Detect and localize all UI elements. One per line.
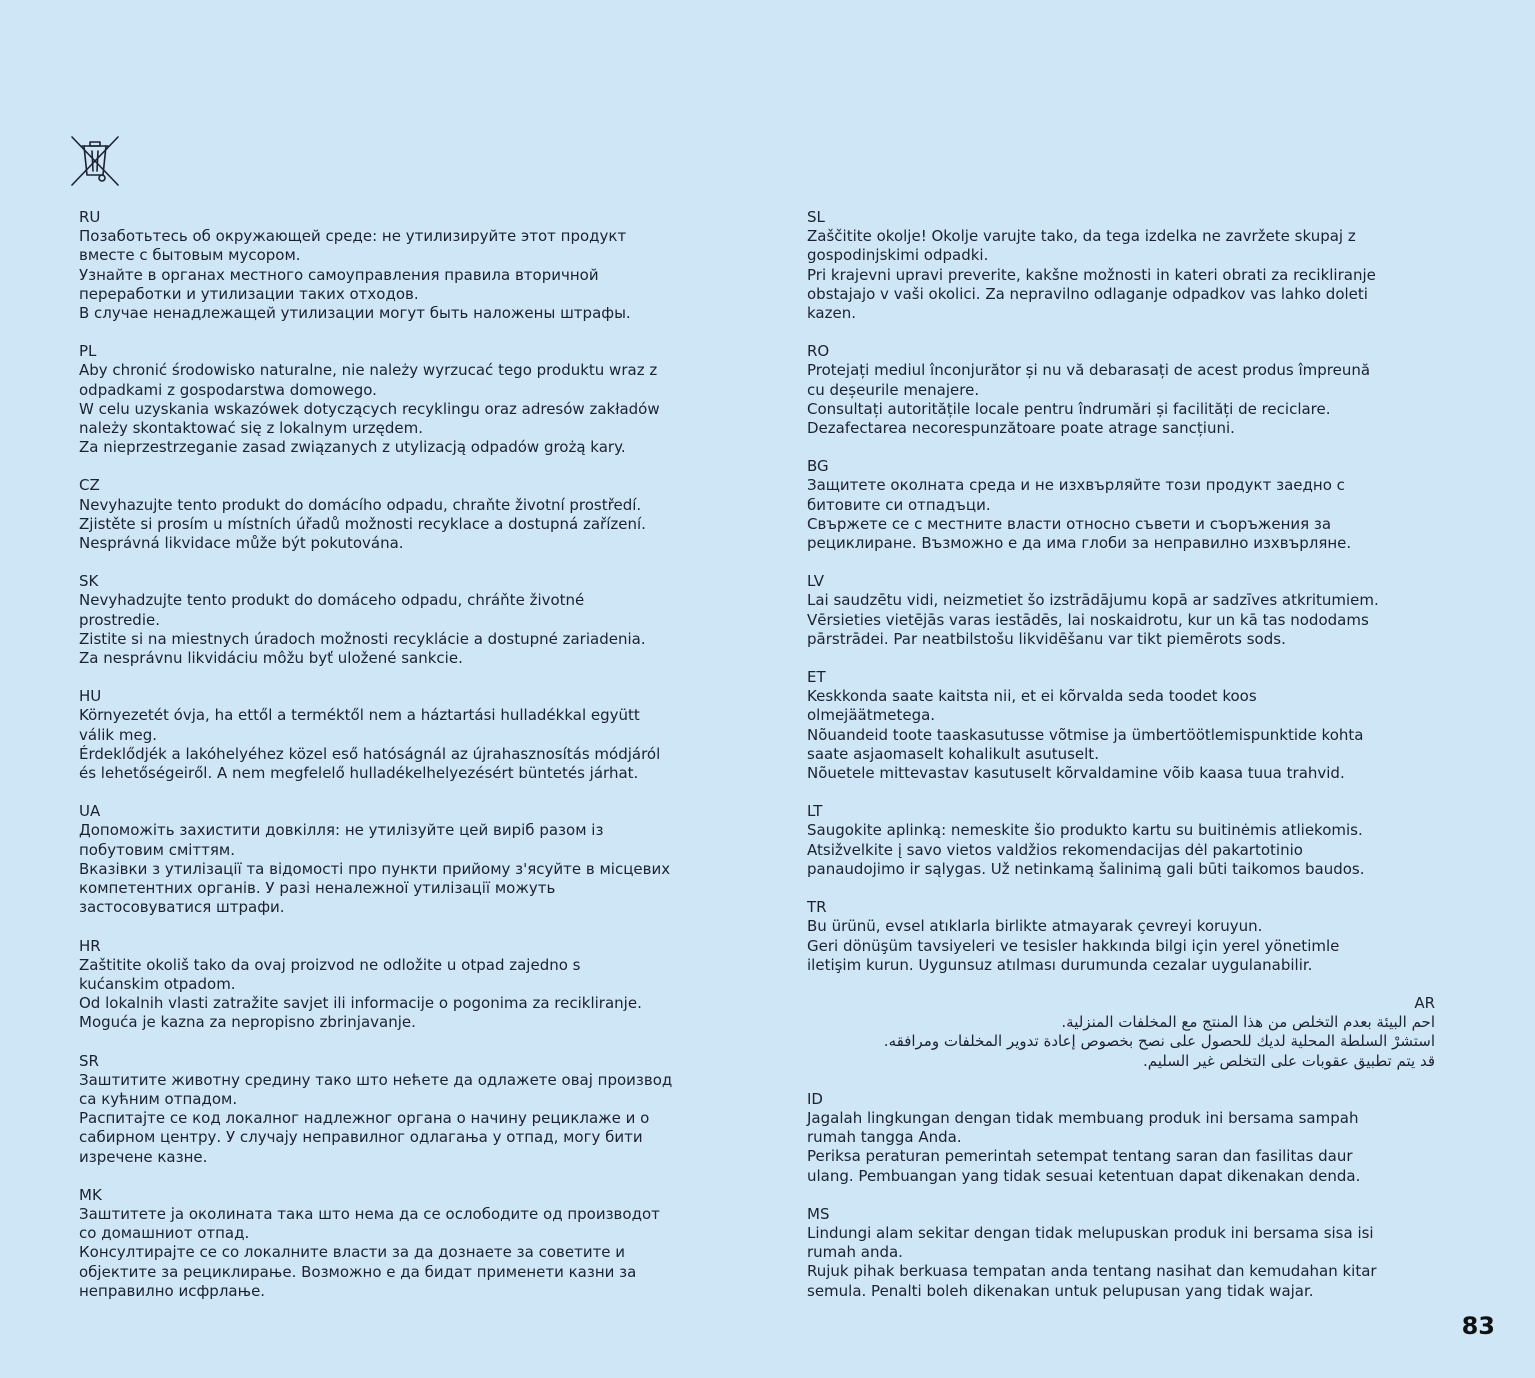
disposal-text: Lai saudzētu vidi, neizmetiet šo izstrādājumu kopā ar sadzīves atkritumiem. Vērsieties vietējās varas iestādēs, lai noskaidrotu, kur un kā tas nododams pārstrādei. Par neatbilstošu likvidēšanu var tikt piemērots sods. xyxy=(807,591,1379,648)
crossed-out-bin-icon xyxy=(70,135,120,187)
disposal-text: Protejați mediul înconjurător și nu vă debarasați de acest produs împreună cu deșeurile menajere. Consultați autoritățile locale pentru îndrumări și facilități de reciclare. Dezafectarea necorespunzătoare poate atrage sancțiuni. xyxy=(807,361,1371,438)
disposal-text: Keskkonda saate kaitsta nii, et ei kõrvalda seda toodet koos olmejäätmetega. Nõuandeid toote taaskasutusse võtmise ja ümbertöötlemispunktide kohta saate asjaomaselt kohalikult asutuselt. Nõuetele mittevastav kasutuselt kõrvaldamine võib kaasa tuua trahvid. xyxy=(807,687,1364,783)
disposal-text: Nevyhazujte tento produkt do domácího odpadu, chraňte životní prostředí. Zjistěte si prosím u místních úřadů možnosti recyklace a dostupná zařízení. Nesprávná likvidace může být pokutována. xyxy=(79,495,646,553)
section-sk xyxy=(79,572,719,668)
language-code: PL xyxy=(79,342,97,361)
section-et xyxy=(807,668,1447,783)
section-sl xyxy=(807,208,1447,323)
section-ms xyxy=(807,1205,1447,1301)
language-code: SK xyxy=(79,572,99,591)
section-sr xyxy=(79,1052,719,1167)
language-code: CZ xyxy=(79,476,100,495)
disposal-text: Jagalah lingkungan dengan tidak membuang produk ini bersama sampah rumah tangga Anda. Periksa peraturan pemerintah setempat tentang saran dan fasilitas daur ulang. Pembuangan yang tidak sesuai ketentuan dapat dikenakan denda. xyxy=(807,1108,1361,1185)
language-code: SR xyxy=(79,1051,99,1070)
disposal-text: Заштитите животну средину тако што нећете да одлажете овај производ са кућним отпадом. Распитајте се код локалног надлежног органа о начину рециклаже и о сабирном центру. У случају неправилног одлагања у отпад, могу бити изречене казне. xyxy=(79,1070,673,1166)
language-code: ID xyxy=(807,1089,823,1108)
language-code: TR xyxy=(807,898,827,917)
section-lt xyxy=(807,802,1447,879)
language-code: HU xyxy=(79,687,102,706)
language-code: BG xyxy=(807,457,829,476)
disposal-text: Nevyhadzujte tento produkt do domáceho odpadu, chráňte životné prostredie. Zistite si na miestnych úradoch možnosti recyklácie a dostupné zariadenia. Za nesprávnu likvidáciu môžu byť uložené sankcie. xyxy=(79,591,646,668)
language-code: LV xyxy=(807,572,824,591)
disposal-text: Saugokite aplinką: nemeskite šio produkto kartu su buitinėmis atliekomis. Atsižvelkite į savo vietos valdžios rekomendacijas dėl pakartotinio panaudojimo ir sąlygas. Už netinkamą šalinimą gali būti taikomos baudos. xyxy=(807,821,1365,878)
language-code: UA xyxy=(79,802,101,821)
section-tr xyxy=(807,898,1447,975)
left-column xyxy=(79,208,719,1301)
section-ru xyxy=(79,208,719,323)
disposal-text: Környezetét óvja, ha ettől a terméktől nem a háztartási hulladékkal együtt válik meg. Érdeklődjék a lakóhelyéhez közel eső hatóságnál az újrahasznosítás módjáról és lehetőségeiről. A nem megfelelő hulladékelhelyezésért büntetés járhat. xyxy=(79,706,661,783)
language-code: HR xyxy=(79,936,101,955)
language-code: ET xyxy=(807,668,826,687)
disposal-text: Lindungi alam sekitar dengan tidak melupuskan produk ini bersama sisa isi rumah anda. Rujuk pihak berkuasa tempatan anda tentang nasihat dan kemudahan kitar semula. Penalti boleh dikenakan untuk pelupusan yang tidak wajar. xyxy=(807,1223,1377,1300)
disposal-text: Aby chronić środowisko naturalne, nie należy wyrzucać tego produktu wraz z odpadkami z gospodarstwa domowego. W celu uzyskania wskazówek dotyczących recyklingu oraz adresów zakładów należy skontaktować się z lokalnym urzędem. Za nieprzestrzeganie zasad związanych z utylizacją odpadów grożą kary. xyxy=(79,361,660,457)
section-bg xyxy=(807,457,1447,553)
disposal-text: Заштитете ја околината така што нема да се ослободите од производот со домашниот отпад. Консултирајте се со локалните власти за да дознаете за советите и објектите за рециклирање. Возможно е да бидат применети казни за неправилно исфрлање. xyxy=(79,1204,660,1300)
page-number: 83 xyxy=(1461,1312,1495,1340)
language-code: LT xyxy=(807,802,823,821)
right-column xyxy=(807,208,1447,1301)
disposal-text: Zaštitite okoliš tako da ovaj proizvod ne odložite u otpad zajedno s kućanskim otpadom. Od lokalnih vlasti zatražite savjet ili informacije o pogonima za recikliranje. Moguća je kazna za nepropisno zbrinjavanje. xyxy=(79,955,642,1032)
section-lv xyxy=(807,572,1447,649)
language-code: RO xyxy=(807,342,830,361)
language-code: MS xyxy=(807,1204,830,1223)
language-code: AR xyxy=(1414,993,1435,1012)
disposal-text: Допоможіть захистити довкілля: не утилізуйте цей виріб разом із побутовим сміттям. Вказівки з утилізації та відомості про пункти прийому з'ясуйте в місцевих компетентних органів. У разі неналежної утилізації можуть застосовуватися штрафи. xyxy=(79,821,671,917)
section-id xyxy=(807,1090,1447,1186)
section-hr xyxy=(79,937,719,1033)
disposal-text: Bu ürünü, evsel atıklarla birlikte atmayarak çevreyi koruyun. Geri dönüşüm tavsiyeleri ve tesisler hakkında bilgi için yerel yönetimle iletişim kurun. Uygunsuz atılması durumunda cezalar uygulanabilir. xyxy=(807,917,1340,974)
section-ar xyxy=(807,994,1435,1071)
language-code: RU xyxy=(79,208,101,226)
disposal-text: احم البيئة بعدم التخلص من هذا المنتج مع المخلفات المنزلية. استشرْ السلطة المحلية لديك للحصول على نصح بخصوص إعادة تدوير المخلفات ومرافقه. قد يتم تطبيق عقوبات على التخلص غير السليم. xyxy=(883,1013,1435,1070)
section-cz xyxy=(79,476,719,553)
section-pl xyxy=(79,342,719,457)
section-hu xyxy=(79,687,719,783)
language-code: SL xyxy=(807,208,825,226)
section-mk xyxy=(79,1186,719,1301)
language-code: MK xyxy=(79,1185,102,1204)
disposal-text: Zaščitite okolje! Okolje varujte tako, da tega izdelka ne zavržete skupaj z gospodinjskimi odpadki. Pri krajevni upravi preverite, kakšne možnosti in kateri obrati za recikliranje obstajajo v vaši okolici. Za nepravilno odlaganje odpadkov vas lahko doleti kazen. xyxy=(807,227,1376,323)
disposal-text: Защитете околната среда и не изхвърляйте този продукт заедно с битовите си отпадъци. Свържете се с местните власти относно съвети и съоръжения за рециклиране. Възможно е да има глоби за неправилно изхвърляне. xyxy=(807,476,1352,553)
disposal-text: Позаботьтесь об окружающей среде: не утилизируйте этот продукт вместе с бытовым мусором. Узнайте в органах местного самоуправления правила вторичной переработки и утилизации таких отходов. В случае ненадлежащей утилизации могут быть наложены штрафы. xyxy=(79,227,631,323)
section-ua xyxy=(79,802,719,917)
section-ro xyxy=(807,342,1447,438)
